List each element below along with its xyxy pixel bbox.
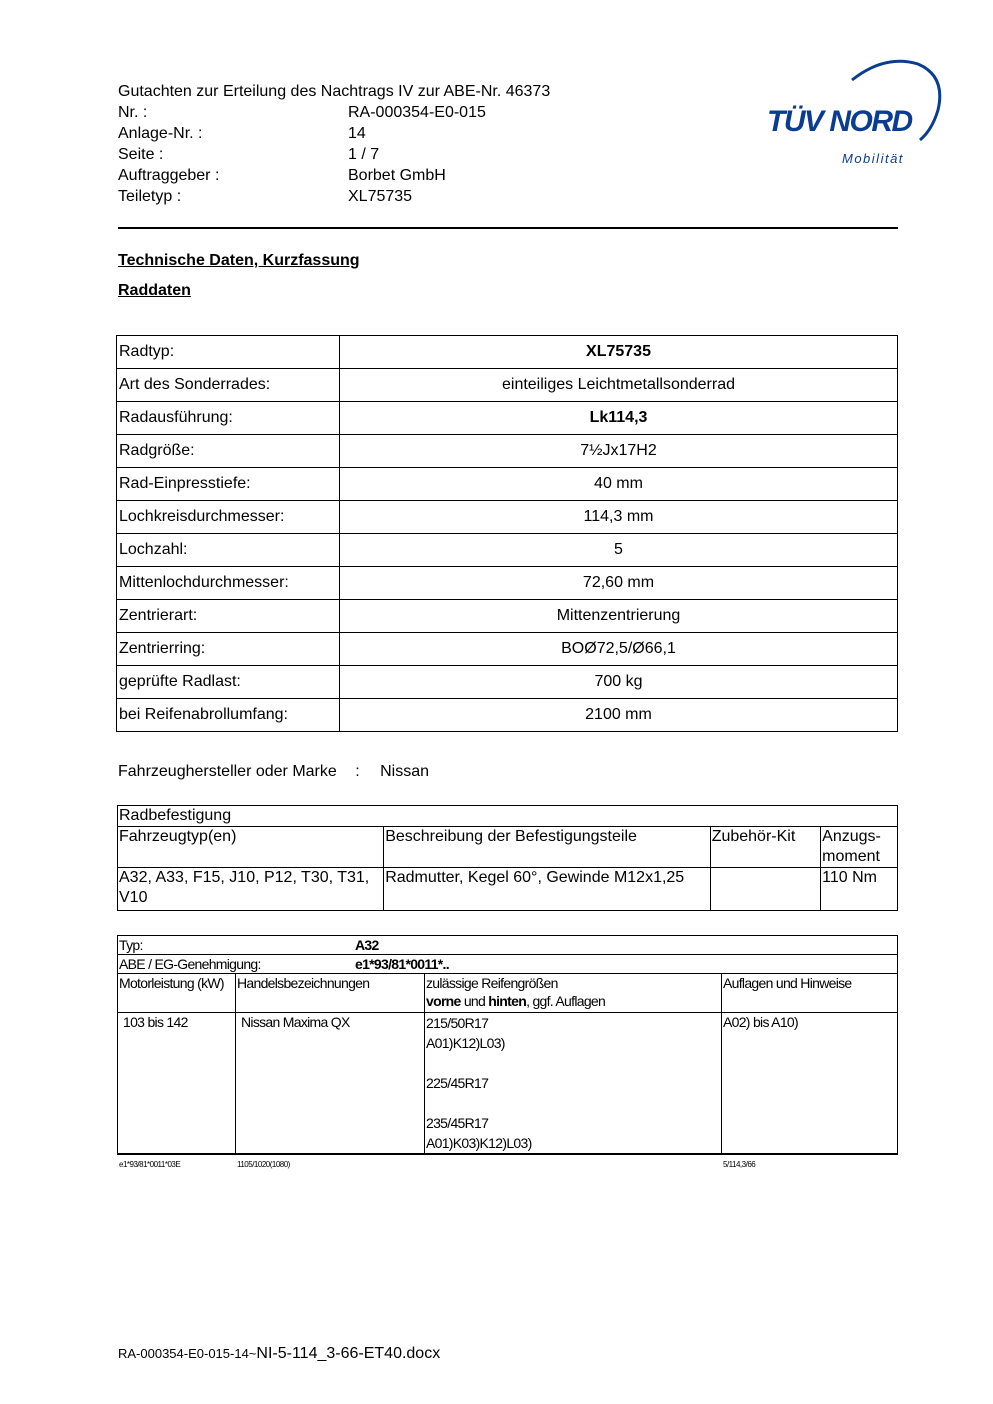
wheel-label: Radtyp: — [117, 336, 340, 369]
column-header: Fahrzeugtyp(en) — [118, 827, 384, 868]
tyre-and-label: und — [460, 993, 489, 1009]
tyre-line — [426, 1053, 720, 1073]
wheel-label: Radausführung: — [117, 402, 340, 435]
table-row — [117, 336, 898, 369]
footnote-bolt-pattern: 5/114,3/66 — [723, 1160, 756, 1169]
type-label: Typ: — [119, 937, 143, 953]
mounting-table — [117, 805, 898, 911]
table-row — [117, 468, 898, 501]
header-divider — [118, 227, 898, 229]
table-row — [118, 936, 898, 955]
page-footer — [118, 1345, 440, 1363]
notes: A02) bis A10) — [722, 1013, 898, 1155]
footnote-weights: 1105/1020(1080) — [237, 1160, 290, 1169]
type-approval-table — [117, 935, 898, 1155]
manufacturer-label: Fahrzeughersteller oder Marke — [118, 763, 337, 780]
footnote-approval: e1*93/81*0011*03E — [119, 1160, 181, 1169]
header-value: RA-000354-E0-015 — [348, 104, 486, 121]
column-header: Auflagen und Hinweise — [722, 974, 898, 1013]
tyre-header — [425, 974, 722, 1013]
table-header-row — [118, 974, 898, 1013]
manufacturer-line — [118, 763, 429, 781]
header-row-client — [118, 165, 550, 186]
header-row-number — [118, 102, 550, 123]
section-title-wheel: Raddaten — [118, 282, 191, 299]
column-header: Motorleistung (kW) — [118, 974, 236, 1013]
wheel-value: 114,3 mm — [340, 501, 898, 534]
tyre-note-label: , ggf. Auflagen — [526, 993, 606, 1009]
header-key: Seite : — [118, 146, 164, 163]
tyre-header-sub — [426, 992, 720, 1010]
table-row — [117, 501, 898, 534]
wheel-label: Lochzahl: — [117, 534, 340, 567]
wheel-value: 5 — [340, 534, 898, 567]
approval-value: e1*93/81*0011*.. — [355, 956, 449, 972]
logo-subtitle: Mobilität — [842, 151, 904, 166]
wheel-value: einteiliges Leichtmetallsonderrad — [340, 369, 898, 402]
accessory-kit — [710, 868, 820, 911]
tyre-sizes — [425, 1013, 722, 1155]
table-row — [118, 806, 898, 827]
table-row — [117, 534, 898, 567]
column-header: zulässige Reifengrößen — [426, 975, 558, 991]
tyre-line: 215/50R17 — [426, 1015, 489, 1031]
tyre-front-label: vorne — [426, 993, 461, 1009]
wheel-value: 700 kg — [340, 666, 898, 699]
table-row — [117, 435, 898, 468]
document-header — [118, 81, 550, 207]
header-key: Teiletyp : — [118, 188, 182, 205]
tyre-line: A01)K12)L03) — [426, 1035, 505, 1051]
column-header: Handelsbezeichnungen — [236, 974, 425, 1013]
header-key: Auftraggeber : — [118, 167, 220, 184]
wheel-value: 7½Jx17H2 — [340, 435, 898, 468]
wheel-value: 40 mm — [340, 468, 898, 501]
section-title-technical: Technische Daten, Kurzfassung — [118, 252, 360, 269]
wheel-label: Zentrierart: — [117, 600, 340, 633]
wheel-value: 72,60 mm — [340, 567, 898, 600]
table-row — [117, 666, 898, 699]
engine-power: 103 bis 142 — [118, 1013, 236, 1155]
wheel-label: Radgröße: — [117, 435, 340, 468]
header-row-attachment — [118, 123, 550, 144]
wheel-value: Lk114,3 — [340, 402, 898, 435]
table-row — [117, 567, 898, 600]
wheel-label: bei Reifenabrollumfang: — [117, 699, 340, 732]
column-header: Beschreibung der Befestigungsteile — [384, 827, 711, 868]
mounting-description: Radmutter, Kegel 60°, Gewinde M12x1,25 — [384, 868, 711, 911]
wheel-label: Lochkreisdurchmesser: — [117, 501, 340, 534]
tyre-line: A01)K03)K12)L03) — [426, 1135, 532, 1151]
tyre-line: 225/45R17 — [426, 1075, 489, 1091]
table-row — [117, 369, 898, 402]
table-row — [117, 633, 898, 666]
type-row — [118, 936, 898, 955]
tyre-rear-label: hinten — [488, 993, 527, 1009]
manufacturer-separator: : — [355, 763, 360, 780]
header-value: Borbet GmbH — [348, 167, 446, 184]
approval-label: ABE / EG-Genehmigung: — [119, 956, 261, 972]
table-row — [118, 955, 898, 974]
vehicle-types: A32, A33, F15, J10, P12, T30, T31, V10 — [118, 868, 384, 911]
table-row — [117, 699, 898, 732]
header-value: 14 — [348, 125, 366, 142]
wheel-value: 2100 mm — [340, 699, 898, 732]
document-title: Gutachten zur Erteilung des Nachtrags IV zur ABE-Nr. 46373 — [118, 83, 551, 100]
wheel-value: BOØ72,5/Ø66,1 — [340, 633, 898, 666]
wheel-label: Mittenlochdurchmesser: — [117, 567, 340, 600]
mounting-title: Radbefestigung — [118, 806, 898, 827]
footer-file-name: NI-5-114_3-66-ET40.docx — [256, 1345, 441, 1362]
table-row — [117, 600, 898, 633]
wheel-data-table — [116, 335, 898, 732]
column-header: Zubehör-Kit — [710, 827, 820, 868]
footer-doc-id: RA-000354-E0-015-14~ — [118, 1346, 257, 1361]
type-value: A32 — [355, 937, 379, 953]
wheel-label: Art des Sonderrades: — [117, 369, 340, 402]
header-key: Anlage-Nr. : — [118, 125, 203, 142]
logo-brand: TÜV NORD — [767, 105, 912, 138]
table-row — [118, 1013, 898, 1155]
table-row — [117, 402, 898, 435]
wheel-value: XL75735 — [340, 336, 898, 369]
trade-name: Nissan Maxima QX — [236, 1013, 425, 1155]
torque: 110 Nm — [821, 868, 898, 911]
wheel-label: geprüfte Radlast: — [117, 666, 340, 699]
tyre-line: 235/45R17 — [426, 1115, 489, 1131]
manufacturer-value: Nissan — [380, 763, 430, 780]
table-header-row — [118, 827, 898, 868]
header-row-page — [118, 144, 550, 165]
table-row — [118, 868, 898, 911]
tuv-nord-logo — [760, 58, 945, 173]
tyre-line — [426, 1093, 720, 1113]
header-key: Nr. : — [118, 104, 148, 121]
header-row-part-type — [118, 186, 550, 207]
header-value: 1 / 7 — [348, 146, 380, 163]
wheel-label: Zentrierring: — [117, 633, 340, 666]
header-value: XL75735 — [348, 188, 413, 205]
wheel-value: Mittenzentrierung — [340, 600, 898, 633]
approval-row — [118, 955, 898, 974]
column-header: Anzugs-moment — [821, 827, 898, 868]
wheel-label: Rad-Einpresstiefe: — [117, 468, 340, 501]
